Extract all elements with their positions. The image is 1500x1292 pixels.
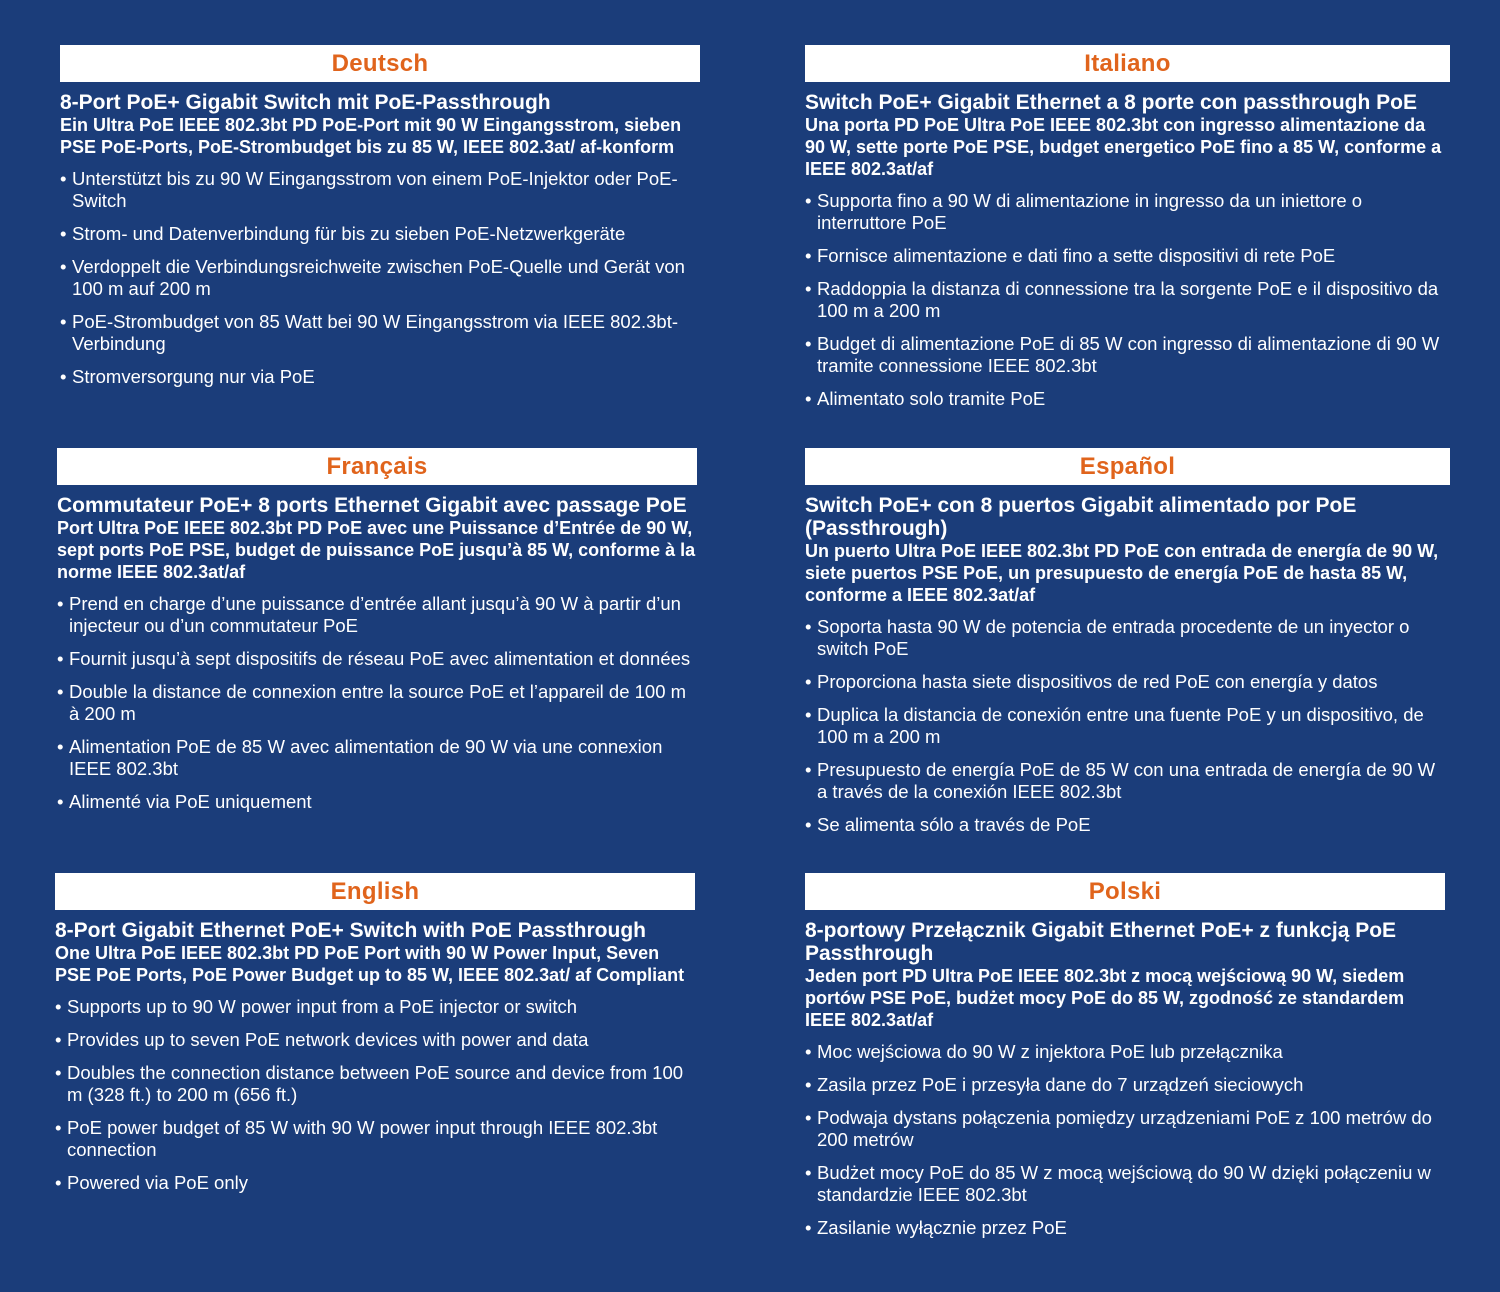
feature-item: • Presupuesto de energía PoE de 85 W con una entrada de energía de 90 W a través de la conexión IEEE 802.3bt — [805, 759, 1450, 803]
feature-item: • Prend en charge d’une puissance d’entrée allant jusqu’à 90 W à partir d’un injecteur ou d’un commutateur PoE — [57, 593, 697, 637]
section-subtitle: Un puerto Ultra PoE IEEE 802.3bt PD PoE con entrada de energía de 90 W, siete puertos PSE PoE, un presupuesto de energía PoE de hasta 85 W, conforme a IEEE 802.3at/af — [805, 541, 1439, 605]
feature-item: • Alimentation PoE de 85 W avec alimentation de 90 W via une connexion IEEE 802.3bt — [57, 736, 697, 780]
feature-item: • Provides up to seven PoE network devices with power and data — [55, 1029, 695, 1051]
feature-item: • Podwaja dystans połączenia pomiędzy urządzeniami PoE z 100 metrów do 200 metrów — [805, 1107, 1445, 1151]
section-title: Switch PoE+ Gigabit Ethernet a 8 porte con passthrough PoE — [805, 91, 1418, 114]
feature-item: • PoE power budget of 85 W with 90 W power input through IEEE 802.3bt connection — [55, 1117, 695, 1161]
section-title: 8-Port Gigabit Ethernet PoE+ Switch with PoE Passthrough — [55, 919, 646, 942]
feature-item: • Fornisce alimentazione e dati fino a sette dispositivi di rete PoE — [805, 245, 1450, 267]
feature-item: • Budget di alimentazione PoE di 85 W con ingresso di alimentazione di 90 W tramite connessione IEEE 802.3bt — [805, 333, 1450, 377]
feature-list — [57, 593, 697, 824]
feature-item: • Verdoppelt die Verbindungsreichweite zwischen PoE-Quelle und Gerät von 100 m auf 200 m — [60, 256, 700, 300]
language-header-english: English — [55, 873, 695, 910]
feature-item: • Se alimenta sólo a través de PoE — [805, 814, 1450, 836]
feature-item: • Proporciona hasta siete dispositivos de red PoE con energía y datos — [805, 671, 1450, 693]
feature-list — [60, 168, 700, 388]
section-title: Switch PoE+ con 8 puertos Gigabit alimentado por PoE (Passthrough) — [805, 494, 1357, 540]
language-header-francais: Français — [57, 448, 697, 485]
feature-item: • Alimentato solo tramite PoE — [805, 388, 1450, 410]
section-english — [55, 873, 695, 1205]
feature-item: • Strom- und Datenverbindung für bis zu sieben PoE-Netzwerkgeräte — [60, 223, 700, 245]
feature-item: • Soporta hasta 90 W de potencia de entrada procedente de un inyector o switch PoE — [805, 616, 1450, 660]
feature-item: • Double la distance de connexion entre la source PoE et l’appareil de 100 m à 200 m — [57, 681, 697, 725]
feature-item: • Budżet mocy PoE do 85 W z mocą wejściową do 90 W dzięki połączeniu w standardzie IEEE 802.3bt — [805, 1162, 1445, 1206]
feature-item: • Alimenté via PoE uniquement — [57, 791, 697, 813]
language-header-polski: Polski — [805, 873, 1445, 910]
feature-item: • Raddoppia la distanza di connessione tra la sorgente PoE e il dispositivo da 100 m a 200 m — [805, 278, 1450, 322]
feature-list — [805, 1041, 1445, 1239]
section-polski — [805, 873, 1445, 1250]
feature-list — [55, 996, 695, 1194]
section-francais — [57, 448, 697, 824]
feature-item: • PoE-Strombudget von 85 Watt bei 90 W Eingangsstrom via IEEE 802.3bt-Verbindung — [60, 311, 700, 355]
feature-item: • Duplica la distancia de conexión entre una fuente PoE y un dispositivo, de 100 m a 200 m — [805, 704, 1450, 748]
feature-item: • Powered via PoE only — [55, 1172, 695, 1194]
section-subtitle: Una porta PD PoE Ultra PoE IEEE 802.3bt con ingresso alimentazione da 90 W, sette porte PoE PSE, budget energetico PoE fino a 85 W, conforme a IEEE 802.3at/af — [805, 115, 1442, 179]
feature-item: • Unterstützt bis zu 90 W Eingangsstrom von einem PoE-Injektor oder PoE-Switch — [60, 168, 700, 212]
section-subtitle: Ein Ultra PoE IEEE 802.3bt PD PoE-Port mit 90 W Eingangsstrom, sieben PSE PoE-Ports, PoE-Strombudget bis zu 85 W, IEEE 802.3at/ af-konform — [60, 115, 682, 157]
feature-item: • Zasilanie wyłącznie przez PoE — [805, 1217, 1445, 1239]
section-espanol — [805, 448, 1450, 847]
section-italiano — [805, 45, 1450, 421]
language-header-italiano: Italiano — [805, 45, 1450, 82]
feature-item: • Stromversorgung nur via PoE — [60, 366, 700, 388]
section-deutsch — [60, 45, 700, 399]
feature-item: • Doubles the connection distance between PoE source and device from 100 m (328 ft.) to 200 m (656 ft.) — [55, 1062, 695, 1106]
feature-list — [805, 190, 1450, 410]
language-header-deutsch: Deutsch — [60, 45, 700, 82]
section-title: 8-Port PoE+ Gigabit Switch mit PoE-Passthrough — [60, 91, 551, 114]
feature-list — [805, 616, 1450, 836]
section-subtitle: Jeden port PD Ultra PoE IEEE 802.3bt z mocą wejściową 90 W, siedem portów PSE PoE, budżet mocy PoE do 85 W, zgodność ze standardem IEEE 802.3at/af — [805, 966, 1405, 1030]
feature-item: • Supporta fino a 90 W di alimentazione in ingresso da un iniettore o interruttore PoE — [805, 190, 1450, 234]
section-title: Commutateur PoE+ 8 ports Ethernet Gigabit avec passage PoE — [57, 494, 687, 517]
section-title: 8-portowy Przełącznik Gigabit Ethernet PoE+ z funkcją PoE Passthrough — [805, 919, 1397, 965]
section-subtitle: Port Ultra PoE IEEE 802.3bt PD PoE avec une Puissance d’Entrée de 90 W, sept ports PoE PSE, budget de puissance PoE jusqu’à 85 W, conforme à la norme IEEE 802.3at/af — [57, 518, 696, 582]
language-header-espanol: Español — [805, 448, 1450, 485]
feature-item: • Moc wejściowa do 90 W z injektora PoE lub przełącznika — [805, 1041, 1445, 1063]
feature-item: • Supports up to 90 W power input from a PoE injector or switch — [55, 996, 695, 1018]
feature-item: • Zasila przez PoE i przesyła dane do 7 urządzeń sieciowych — [805, 1074, 1445, 1096]
section-subtitle: One Ultra PoE IEEE 802.3bt PD PoE Port with 90 W Power Input, Seven PSE PoE Ports, PoE Power Budget up to 85 W, IEEE 802.3at/ af Compliant — [55, 943, 685, 985]
feature-item: • Fournit jusqu’à sept dispositifs de réseau PoE avec alimentation et données — [57, 648, 697, 670]
